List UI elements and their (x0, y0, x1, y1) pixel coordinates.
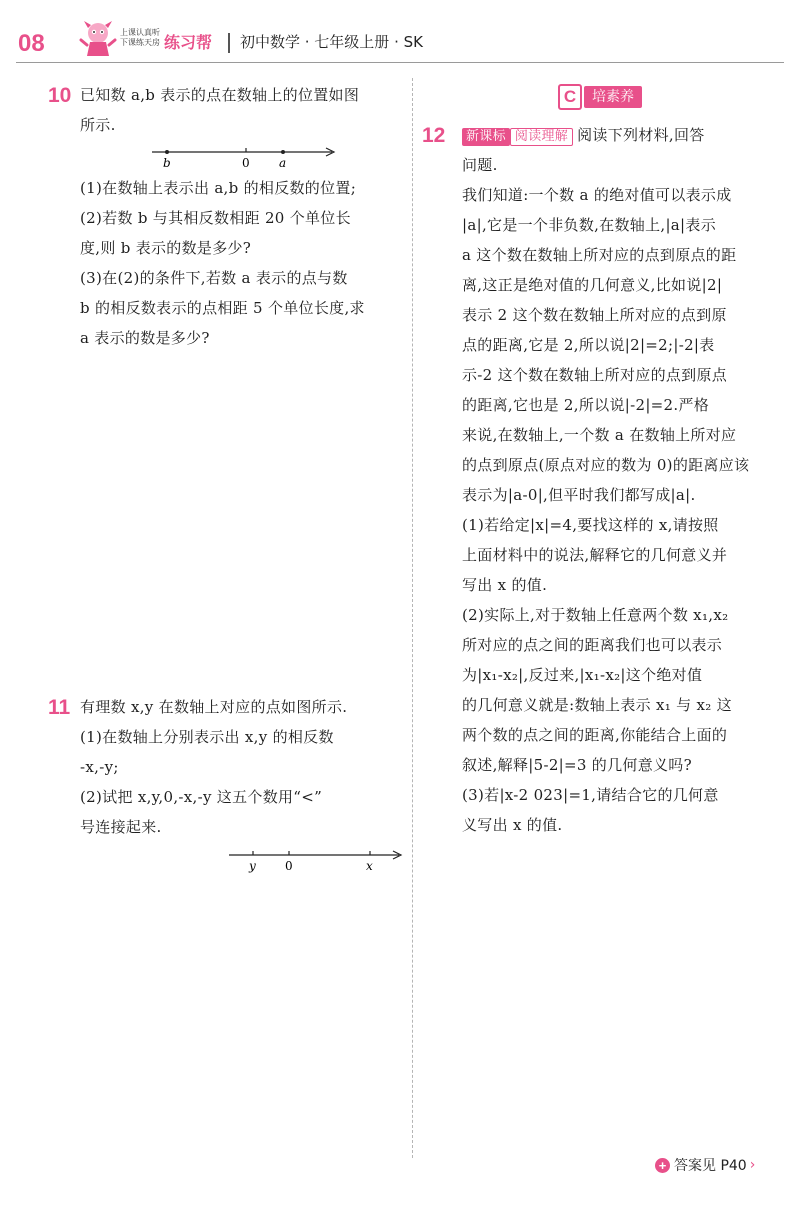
mascot-logo (78, 18, 118, 60)
question-12-stem-start: 阅读下列材料,回答 (577, 126, 705, 144)
q12-line: 所对应的点之间的距离我们也可以表示 (462, 636, 723, 654)
question-10-stem-line-1: 已知数 a,b 表示的点在数轴上的位置如图 (80, 86, 360, 104)
question-10-part-3: (3)在(2)的条件下,若数 a 表示的点与数 (80, 269, 348, 287)
question-10-part-3-end: a 表示的数是多少? (80, 329, 210, 347)
point-a (281, 150, 285, 154)
question-11-body (80, 692, 410, 842)
q12-line: (3)若|x-2 023|=1,请结合它的几何意 (462, 786, 719, 804)
header-separator (228, 33, 230, 53)
label-0: 0 (242, 156, 250, 170)
question-10-stem-line-2: 所示. (80, 116, 116, 134)
question-10-part-2-cont: 度,则 b 表示的数是多少? (80, 239, 252, 257)
label-a: a (279, 156, 287, 170)
section-label: 培素养 (584, 86, 642, 108)
plus-icon: + (655, 1158, 670, 1173)
section-letter: C (558, 84, 582, 110)
q12-line: 的几何意义就是:数轴上表示 x₁ 与 x₂ 这 (462, 696, 732, 714)
slogan-line-2: 下课练天房 (120, 38, 160, 47)
q12-line: 写出 x 的值. (462, 576, 548, 594)
question-12-body (462, 120, 787, 840)
book-title: 初中数学 · 七年级上册 · SK (240, 33, 423, 51)
q12-line: 表示为|a-0|,但平时我们都写成|a|. (462, 486, 696, 504)
q12-line: 为|x₁-x₂|,反过来,|x₁-x₂|这个绝对值 (462, 666, 703, 684)
q12-line: 上面材料中的说法,解释它的几何意义并 (462, 546, 728, 564)
question-10-number: 10 (48, 84, 72, 107)
question-11-stem: 有理数 x,y 在数轴上对应的点如图所示. (80, 698, 348, 716)
question-12-number: 12 (422, 124, 446, 147)
q12-line: 来说,在数轴上,一个数 a 在数轴上所对应 (462, 426, 737, 444)
question-10-parts (80, 173, 410, 353)
q12-line: 离,这正是绝对值的几何意义,比如说|2| (462, 276, 723, 294)
column-divider (412, 78, 414, 1158)
q12-line: 问题. (462, 156, 498, 174)
question-11-part-2-cont: 号连接起来. (80, 818, 162, 836)
brand-name: 练习帮 (164, 33, 213, 52)
question-10-number-line (150, 142, 340, 172)
q12-line: 义写出 x 的值. (462, 816, 563, 834)
page-number: 08 (18, 30, 45, 57)
question-10-part-1: (1)在数轴上表示出 a,b 的相反数的位置; (80, 179, 357, 197)
q12-line: 的距离,它也是 2,所以说|-2|=2.严格 (462, 396, 710, 414)
q12-line: a 这个数在数轴上所对应的点到原点的距 (462, 246, 737, 264)
slogan-line-1: 上课认真听 (120, 28, 160, 37)
label-y: y (249, 859, 256, 873)
q12-line: 示-2 这个数在数轴上所对应的点到原点 (462, 366, 728, 384)
q12-line: 两个数的点之间的距离,你能结合上面的 (462, 726, 728, 744)
label-b: b (163, 156, 171, 170)
label-x: x (366, 859, 373, 873)
q12-line: 叙述,解释|5-2|=3 的几何意义吗? (462, 756, 692, 774)
question-11-part-2: (2)试把 x,y,0,-x,-y 这五个数用“<” (80, 788, 323, 806)
q12-line: (1)若给定|x|=4,要找这样的 x,请按照 (462, 516, 719, 534)
tag-new-curriculum: 新课标 (462, 128, 510, 146)
tag-reading-comprehension: 阅读理解 (510, 128, 573, 146)
question-11-number-line (225, 845, 410, 875)
question-11-part-1: (1)在数轴上分别表示出 x,y 的相反数 (80, 728, 334, 746)
question-12-first-line (462, 120, 787, 150)
question-11-number: 11 (48, 696, 71, 719)
q12-line: |a|,它是一个非负数,在数轴上,|a|表示 (462, 216, 717, 234)
label-0: 0 (285, 859, 293, 873)
header-rule (16, 62, 784, 63)
question-10-stem (80, 80, 410, 140)
q12-line: 的点到原点(原点对应的数为 0)的距离应该 (462, 456, 750, 474)
point-b (165, 150, 169, 154)
q12-line: 表示 2 这个数在数轴上所对应的点到原 (462, 306, 727, 324)
section-badge (558, 85, 642, 109)
slogan (120, 28, 160, 48)
answer-reference-label: 答案见 P40 (674, 1158, 747, 1174)
question-10-part-2: (2)若数 b 与其相反数相距 20 个单位长 (80, 209, 351, 227)
q12-line: 点的距离,它是 2,所以说|2|=2;|-2|表 (462, 336, 715, 354)
chevron-right-icon: › (749, 1157, 756, 1173)
question-10-part-3-cont: b 的相反数表示的点相距 5 个单位长度,求 (80, 299, 365, 317)
question-11-part-1-cont: -x,-y; (80, 758, 119, 776)
answer-reference-link[interactable] (655, 1155, 755, 1175)
page-header (0, 0, 800, 66)
q12-line: (2)实际上,对于数轴上任意两个数 x₁,x₂ (462, 606, 729, 624)
q12-line: 我们知道:一个数 a 的绝对值可以表示成 (462, 186, 732, 204)
